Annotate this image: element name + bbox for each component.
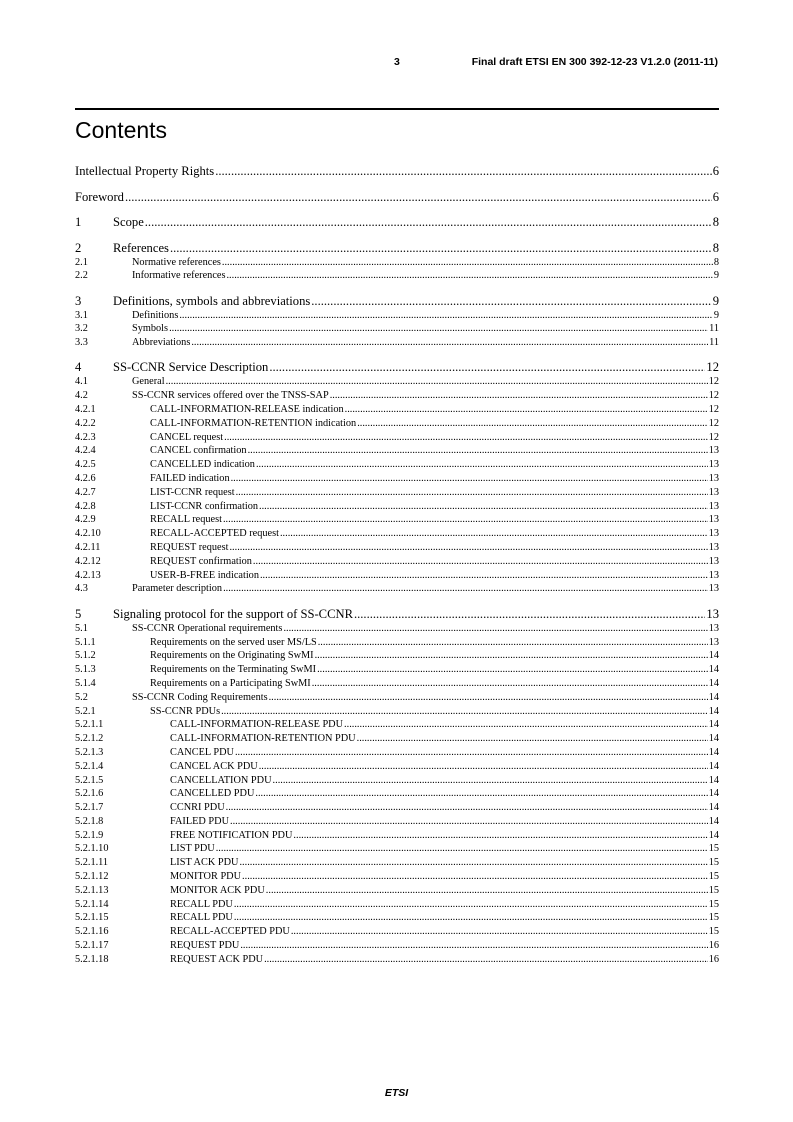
toc-entry[interactable] <box>75 293 719 309</box>
toc-entry-page: 15 <box>708 898 719 910</box>
toc-entry-title: REQUEST request <box>150 542 229 554</box>
toc-entry-number: 4.2.9 <box>75 514 96 526</box>
toc-entry-page: 13 <box>708 583 719 595</box>
toc-entry-page: 15 <box>708 884 719 896</box>
toc-entry[interactable] <box>75 870 719 884</box>
toc-entry-number: 5.2.1.17 <box>75 940 109 952</box>
toc-entry[interactable] <box>75 472 719 486</box>
toc-entry-leader <box>215 163 712 179</box>
toc-entry[interactable] <box>75 746 719 760</box>
toc-entry[interactable] <box>75 269 719 283</box>
toc-entry-title: RECALL-ACCEPTED request <box>150 528 279 540</box>
toc-entry-title: CANCEL confirmation <box>150 445 247 457</box>
toc-entry-number: 5 <box>75 606 82 621</box>
toc-entry-page: 6 <box>712 189 719 204</box>
toc-entry-leader <box>318 636 708 650</box>
toc-entry-title: Parameter description <box>132 583 223 595</box>
toc-entry-title: REQUEST ACK PDU <box>170 953 264 965</box>
toc-entry[interactable] <box>75 163 719 179</box>
toc-entry-number: 5.2.1.9 <box>75 829 104 841</box>
toc-entry-leader <box>266 884 708 898</box>
toc-entry-leader <box>280 527 708 541</box>
toc-entry-number: 4 <box>75 360 82 375</box>
toc-entry-title: MONITOR PDU <box>170 871 242 883</box>
toc-entry-title: RECALL-ACCEPTED PDU <box>170 926 290 938</box>
toc-entry-number: 5.1.2 <box>75 650 96 662</box>
toc-entry[interactable] <box>75 884 719 898</box>
toc-entry-title: REQUEST PDU <box>170 940 240 952</box>
toc-entry-page: 12 <box>708 404 719 416</box>
toc-entry-number: 4.2.7 <box>75 486 96 498</box>
toc-entry[interactable] <box>75 911 719 925</box>
page-title: Contents <box>75 117 168 143</box>
toc-entry-title: Requirements on the Originating SwMI <box>150 650 314 662</box>
toc-entry[interactable] <box>75 322 719 336</box>
toc-entry[interactable] <box>75 458 719 472</box>
toc-entry-number: 2 <box>75 240 82 255</box>
toc-entry-title: Normative references <box>132 256 221 268</box>
toc-entry-leader <box>234 911 708 925</box>
toc-entry[interactable] <box>75 718 719 732</box>
toc-entry-number: 3 <box>75 293 82 308</box>
toc-entry[interactable] <box>75 189 719 205</box>
toc-entry-number: 5.1.3 <box>75 664 96 676</box>
toc-entry[interactable] <box>75 732 719 746</box>
toc-entry-title: Scope <box>113 215 144 229</box>
toc-entry[interactable] <box>75 774 719 788</box>
toc-entry-title: RECALL PDU <box>170 898 233 910</box>
toc-entry-page: 12 <box>706 360 719 375</box>
toc-entry-title: FAILED indication <box>150 473 230 485</box>
toc-entry-number: 5.2.1.6 <box>75 788 104 800</box>
toc-entry[interactable] <box>75 417 719 431</box>
toc-entry[interactable] <box>75 787 719 801</box>
toc-entry-page: 9 <box>713 270 719 282</box>
toc-entry-leader <box>291 925 708 939</box>
toc-entry-leader <box>311 293 711 309</box>
toc-entry-number: 5.2.1.4 <box>75 760 104 772</box>
toc-entry-leader <box>312 677 708 691</box>
toc-entry-number: 5.2.1.3 <box>75 746 104 758</box>
toc-entry-page: 12 <box>708 376 719 388</box>
toc-entry-page: 14 <box>708 815 719 827</box>
toc-entry-leader <box>235 746 708 760</box>
toc-entry-leader <box>357 732 708 746</box>
toc-entry[interactable] <box>75 389 719 403</box>
toc-entry[interactable] <box>75 829 719 843</box>
toc-entry[interactable] <box>75 760 719 774</box>
toc-entry-title: FREE NOTIFICATION PDU <box>170 829 293 841</box>
toc-entry[interactable] <box>75 622 719 636</box>
toc-entry-page: 8 <box>712 215 719 229</box>
toc-entry-number: 4.2.6 <box>75 473 96 485</box>
table-of-contents <box>75 163 719 967</box>
toc-entry[interactable] <box>75 500 719 514</box>
toc-entry-page: 13 <box>708 636 719 648</box>
toc-entry-page: 11 <box>709 337 719 349</box>
toc-entry-leader <box>169 322 708 336</box>
toc-entry-number: 5.2.1.5 <box>75 774 104 786</box>
toc-entry-leader <box>179 309 713 323</box>
toc-entry-title: CANCEL request <box>150 431 224 443</box>
toc-entry-number: 5.2.1.15 <box>75 912 109 924</box>
toc-entry[interactable] <box>75 691 719 705</box>
toc-entry-title: LIST ACK PDU <box>170 857 239 869</box>
toc-entry-title: Requirements on a Participating SwMI <box>150 677 311 689</box>
toc-entry-title: LIST PDU <box>170 843 215 855</box>
toc-entry-title: CANCELLED indication <box>150 459 255 471</box>
toc-entry-page: 14 <box>708 691 719 703</box>
toc-entry-page: 14 <box>708 829 719 841</box>
toc-entry-title: CANCEL ACK PDU <box>170 760 258 772</box>
toc-entry[interactable] <box>75 240 719 256</box>
toc-entry-title: CALL-INFORMATION-RELEASE indication <box>150 404 344 416</box>
toc-entry-page: 14 <box>708 719 719 731</box>
toc-entry-page: 14 <box>708 650 719 662</box>
toc-entry-leader <box>236 486 708 500</box>
toc-entry-title: References <box>113 240 169 255</box>
toc-entry-leader <box>221 705 708 719</box>
toc-entry-title: RECALL request <box>150 514 222 526</box>
toc-entry-number: 5.2.1.7 <box>75 802 104 814</box>
toc-entry-leader <box>223 513 708 527</box>
toc-entry-leader <box>191 336 708 350</box>
toc-entry-number: 5.2.1.10 <box>75 843 109 855</box>
toc-entry-leader <box>317 663 708 677</box>
toc-entry-title: USER-B-FREE indication <box>150 569 259 581</box>
toc-entry-title: FAILED PDU <box>170 815 230 827</box>
toc-entry-page: 14 <box>708 664 719 676</box>
toc-entry-number: 4.2.11 <box>75 542 101 554</box>
toc-entry-page: 13 <box>708 473 719 485</box>
toc-entry-leader <box>125 189 712 205</box>
toc-entry-title: RECALL PDU <box>170 912 233 924</box>
toc-entry-number: 4.3 <box>75 583 88 595</box>
toc-entry-number: 3.3 <box>75 337 88 349</box>
toc-entry-title: CALL-INFORMATION-RETENTION indication <box>150 417 357 429</box>
toc-entry[interactable] <box>75 925 719 939</box>
header-page-number: 3 <box>394 56 400 68</box>
toc-entry-leader <box>166 375 708 389</box>
toc-entry-page: 12 <box>708 417 719 429</box>
toc-entry-page: 14 <box>708 733 719 745</box>
toc-entry-page: 15 <box>708 912 719 924</box>
toc-entry-leader <box>269 691 708 705</box>
toc-entry-number: 5.2.1.11 <box>75 857 109 869</box>
toc-entry-title: SS-CCNR services offered over the TNSS-SAP <box>132 390 329 402</box>
toc-entry-number: 4.2.2 <box>75 417 96 429</box>
toc-entry[interactable] <box>75 555 719 569</box>
toc-entry-leader <box>259 500 708 514</box>
toc-entry-number: 5.2.1 <box>75 705 96 717</box>
toc-entry-page: 14 <box>708 802 719 814</box>
toc-entry[interactable] <box>75 939 719 953</box>
toc-entry-title: Intellectual Property Rights <box>75 164 215 178</box>
toc-entry-page: 13 <box>708 459 719 471</box>
toc-entry-title: REQUEST confirmation <box>150 555 252 567</box>
toc-entry-title: LIST-CCNR confirmation <box>150 500 259 512</box>
toc-entry-number: 4.2.5 <box>75 459 96 471</box>
toc-entry-number: 5.2.1.2 <box>75 733 104 745</box>
toc-entry[interactable] <box>75 527 719 541</box>
toc-entry-leader <box>234 898 708 912</box>
toc-entry[interactable] <box>75 582 719 596</box>
toc-entry-page: 13 <box>708 622 719 634</box>
toc-entry-page: 14 <box>708 677 719 689</box>
toc-entry[interactable] <box>75 486 719 500</box>
toc-entry-leader <box>226 801 708 815</box>
toc-entry-page: 13 <box>706 606 719 621</box>
toc-entry-page: 9 <box>713 309 719 321</box>
toc-entry-page: 13 <box>708 486 719 498</box>
toc-entry-leader <box>259 760 708 774</box>
toc-entry[interactable] <box>75 214 719 230</box>
toc-entry-page: 14 <box>708 774 719 786</box>
toc-entry-page: 12 <box>708 431 719 443</box>
toc-entry-leader <box>223 582 708 596</box>
toc-entry-title: MONITOR ACK PDU <box>170 884 265 896</box>
toc-entry[interactable] <box>75 309 719 323</box>
toc-entry-leader <box>354 606 705 622</box>
toc-entry-number: 5.2.1.1 <box>75 719 104 731</box>
toc-entry-leader <box>345 403 708 417</box>
toc-entry-number: 4.2 <box>75 390 88 402</box>
toc-entry-title: Foreword <box>75 189 124 204</box>
toc-entry-number: 4.2.13 <box>75 569 101 581</box>
toc-entry-number: 2.2 <box>75 270 88 282</box>
toc-entry-title: SS-CCNR PDUs <box>150 705 221 717</box>
toc-entry-leader <box>293 829 707 843</box>
toc-entry-leader <box>229 541 707 555</box>
toc-entry-page: 14 <box>708 746 719 758</box>
toc-entry-title: Symbols <box>132 323 169 335</box>
page-header <box>0 56 718 72</box>
toc-entry[interactable] <box>75 953 719 967</box>
toc-entry-page: 12 <box>708 390 719 402</box>
toc-entry-number: 2.1 <box>75 256 88 268</box>
toc-entry-number: 4.2.10 <box>75 528 101 540</box>
toc-entry[interactable] <box>75 898 719 912</box>
toc-entry-number: 1 <box>75 215 82 229</box>
toc-entry-title: Requirements on the Terminating SwMI <box>150 664 317 676</box>
toc-entry-leader <box>239 856 707 870</box>
toc-entry[interactable] <box>75 649 719 663</box>
toc-entry-title: SS-CCNR Operational requirements <box>132 622 283 634</box>
toc-entry-number: 5.2.1.18 <box>75 953 109 965</box>
toc-entry-title: Definitions, symbols and abbreviations <box>113 293 311 308</box>
header-rule <box>75 108 719 110</box>
toc-entry-page: 13 <box>708 528 719 540</box>
toc-entry-title: CCNRI PDU <box>170 802 225 814</box>
toc-entry[interactable] <box>75 444 719 458</box>
toc-entry-page: 13 <box>708 555 719 567</box>
toc-entry-title: SS-CCNR Coding Requirements <box>132 691 268 703</box>
toc-entry[interactable] <box>75 801 719 815</box>
toc-entry-number: 3.2 <box>75 323 88 335</box>
toc-entry-page: 14 <box>708 760 719 772</box>
toc-entry-page: 6 <box>712 164 719 178</box>
toc-entry[interactable] <box>75 856 719 870</box>
toc-entry[interactable] <box>75 677 719 691</box>
page-footer: ETSI <box>384 1087 409 1099</box>
toc-entry[interactable] <box>75 663 719 677</box>
toc-entry-title: LIST-CCNR request <box>150 486 235 498</box>
toc-entry-number: 5.1.1 <box>75 636 96 648</box>
toc-entry-title: Abbreviations <box>132 337 191 349</box>
toc-entry-number: 5.2.1.14 <box>75 898 109 910</box>
toc-entry-number: 5.2 <box>75 691 88 703</box>
toc-entry-leader <box>145 214 712 230</box>
toc-entry-number: 5.2.1.8 <box>75 815 104 827</box>
toc-entry-page: 15 <box>708 926 719 938</box>
toc-entry-number: 5.2.1.13 <box>75 884 109 896</box>
toc-entry-title: Definitions <box>132 309 179 321</box>
toc-entry-leader <box>357 417 708 431</box>
toc-entry-leader <box>253 555 708 569</box>
toc-entry-title: CALL-INFORMATION-RELEASE PDU <box>170 719 344 731</box>
toc-entry-leader <box>224 431 708 445</box>
toc-entry-page: 8 <box>712 240 719 255</box>
toc-entry-number: 4.2.8 <box>75 500 96 512</box>
toc-entry-page: 8 <box>713 256 719 268</box>
toc-entry[interactable] <box>75 431 719 445</box>
toc-entry-title: CANCELLATION PDU <box>170 774 272 786</box>
toc-entry-number: 5.2.1.16 <box>75 926 109 938</box>
toc-entry-number: 5.1.4 <box>75 677 96 689</box>
toc-entry-page: 13 <box>708 514 719 526</box>
toc-entry[interactable] <box>75 815 719 829</box>
toc-entry-leader <box>222 256 713 270</box>
toc-entry-page: 9 <box>712 293 719 308</box>
toc-entry[interactable] <box>75 403 719 417</box>
toc-entry-number: 5.2.1.12 <box>75 871 109 883</box>
header-document-id: Final draft ETSI EN 300 392-12-23 V1.2.0 (2011-11) <box>471 56 718 68</box>
toc-entry[interactable] <box>75 842 719 856</box>
toc-entry-page: 13 <box>708 500 719 512</box>
toc-entry-page: 14 <box>708 788 719 800</box>
toc-entry-number: 4.2.4 <box>75 445 96 457</box>
toc-entry-leader <box>256 458 708 472</box>
toc-entry[interactable] <box>75 359 719 375</box>
toc-entry-page: 15 <box>708 871 719 883</box>
toc-entry-leader <box>264 953 708 967</box>
toc-entry[interactable] <box>75 256 719 270</box>
toc-entry-leader <box>226 269 712 283</box>
toc-entry-leader <box>248 444 708 458</box>
toc-entry-number: 4.2.1 <box>75 404 96 416</box>
toc-entry-leader <box>255 787 707 801</box>
toc-entry[interactable] <box>75 541 719 555</box>
toc-entry-number: 4.2.3 <box>75 431 96 443</box>
toc-entry-leader <box>269 359 705 375</box>
toc-entry-leader <box>216 842 708 856</box>
toc-entry-leader <box>260 569 708 583</box>
toc-entry[interactable] <box>75 636 719 650</box>
toc-entry-leader <box>170 240 712 256</box>
toc-entry-page: 15 <box>708 843 719 855</box>
toc-entry-leader <box>231 472 708 486</box>
toc-entry[interactable] <box>75 569 719 583</box>
toc-entry[interactable] <box>75 513 719 527</box>
toc-entry-title: Informative references <box>132 270 226 282</box>
toc-entry-title: CANCELLED PDU <box>170 788 255 800</box>
toc-entry-leader <box>330 389 708 403</box>
toc-entry[interactable] <box>75 606 719 622</box>
toc-entry-leader <box>344 718 708 732</box>
toc-entry-title: General <box>132 376 165 388</box>
toc-entry-page: 11 <box>709 323 719 335</box>
toc-entry-page: 14 <box>708 705 719 717</box>
toc-entry-title: Requirements on the served user MS/LS <box>150 636 317 648</box>
toc-entry-leader <box>273 774 708 788</box>
toc-entry[interactable] <box>75 705 719 719</box>
toc-entry-title: Signaling protocol for the support of SS-CCNR <box>113 606 353 621</box>
toc-entry-leader <box>283 622 707 636</box>
toc-entry-page: 15 <box>708 857 719 869</box>
toc-entry-title: CANCEL PDU <box>170 746 234 758</box>
toc-entry-page: 16 <box>708 953 719 965</box>
toc-entry-page: 13 <box>708 445 719 457</box>
toc-entry-leader <box>230 815 708 829</box>
toc-entry-leader <box>315 649 708 663</box>
toc-entry[interactable] <box>75 336 719 350</box>
toc-entry-page: 13 <box>708 542 719 554</box>
toc-entry-page: 13 <box>708 569 719 581</box>
toc-entry-number: 3.1 <box>75 309 88 321</box>
toc-entry-number: 4.2.12 <box>75 555 101 567</box>
toc-entry-page: 16 <box>708 940 719 952</box>
toc-entry-number: 4.1 <box>75 376 88 388</box>
toc-entry-title: SS-CCNR Service Description <box>113 360 269 375</box>
toc-entry[interactable] <box>75 375 719 389</box>
toc-entry-leader <box>240 939 707 953</box>
toc-entry-number: 5.1 <box>75 622 88 634</box>
toc-entry-title: CALL-INFORMATION-RETENTION PDU <box>170 733 356 745</box>
toc-entry-leader <box>242 870 708 884</box>
